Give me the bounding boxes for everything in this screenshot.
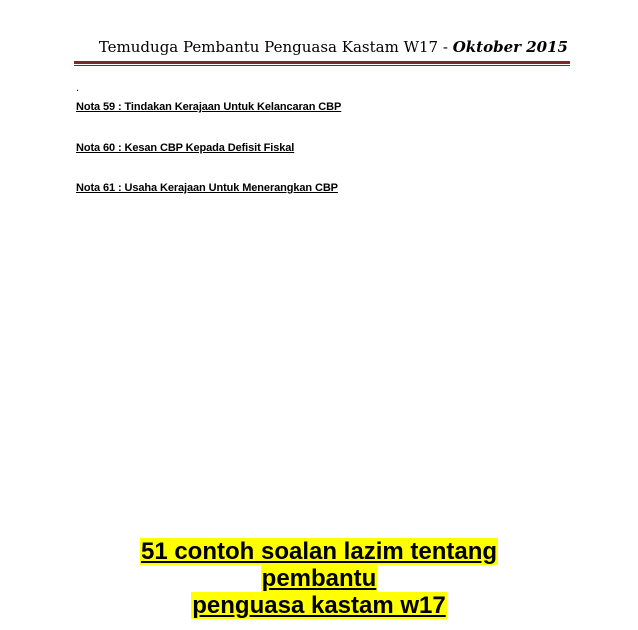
nota-61-link[interactable]: Nota 61 : Usaha Kerajaan Untuk Menerangkan CBP <box>76 182 338 194</box>
nota-59-link[interactable]: Nota 59 : Tindakan Kerajaan Untuk Kelancaran CBP <box>76 101 342 113</box>
banner-line-2 <box>0 565 638 592</box>
nota-60-link[interactable]: Nota 60 : Kesan CBP Kepada Defisit Fiskal <box>76 142 295 154</box>
header-rule-thin <box>74 65 570 66</box>
banner-line-3 <box>0 592 638 619</box>
stray-dot: . <box>76 82 80 94</box>
header-rule <box>74 61 570 64</box>
banner-line-1 <box>0 538 638 565</box>
banner-line-2-text: pembantu <box>261 565 377 592</box>
header-date: Oktober 2015 <box>452 38 568 56</box>
header-title-text: Temuduga Pembantu Penguasa Kastam W17 - <box>98 38 453 56</box>
banner-line-3-text: penguasa kastam w17 <box>192 592 446 619</box>
header-title <box>74 38 570 56</box>
banner-line-1-text: 51 contoh soalan lazim tentang <box>140 538 498 565</box>
highlight-banner <box>0 538 638 619</box>
page-header <box>74 38 570 66</box>
